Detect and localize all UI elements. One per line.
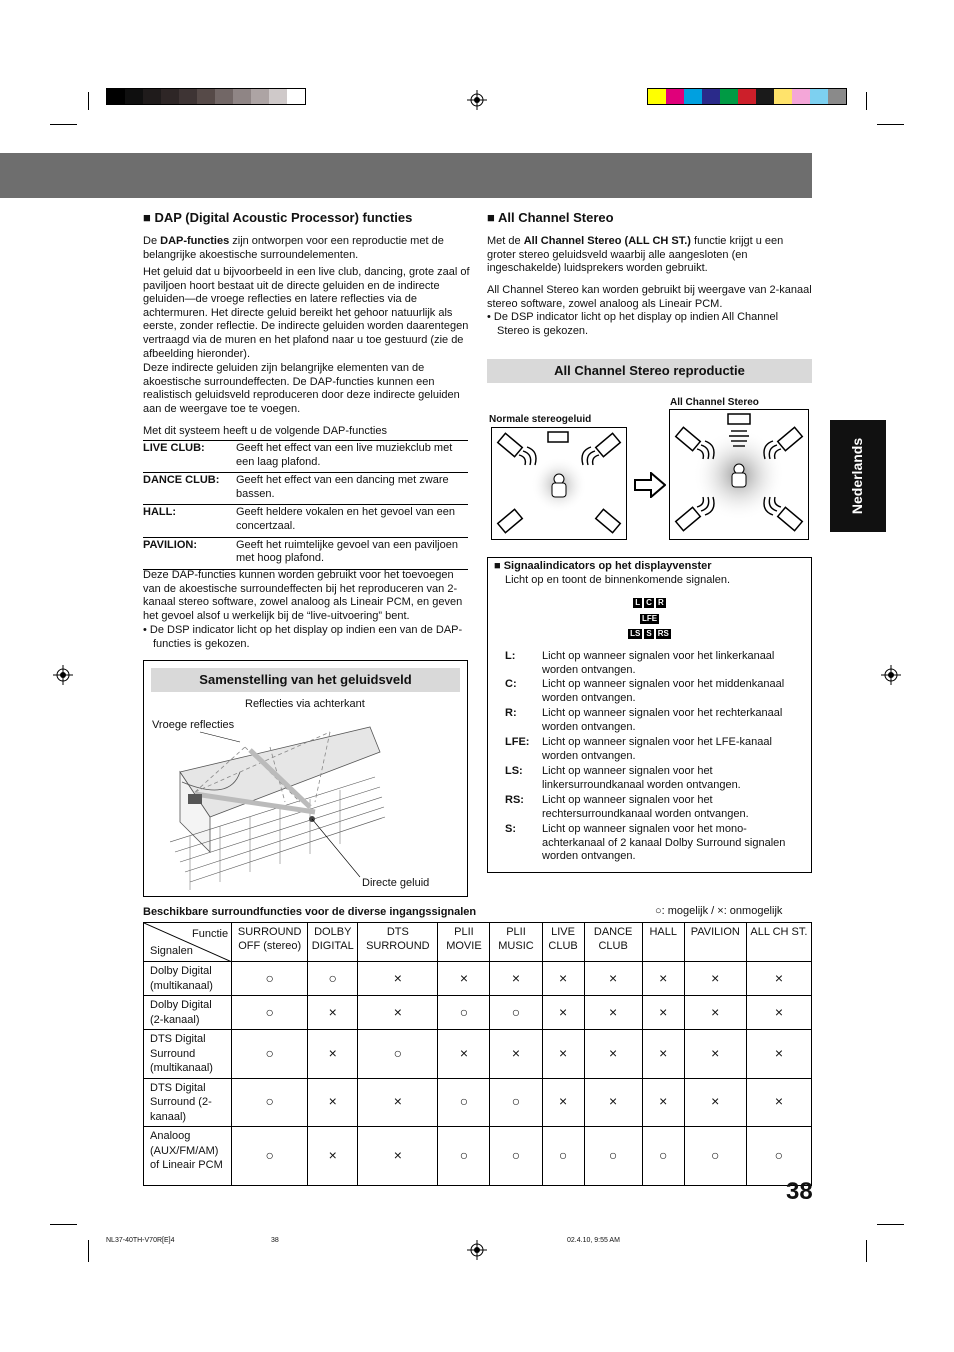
table-cell: × bbox=[684, 1030, 746, 1079]
crop-mark bbox=[877, 124, 904, 125]
table-cell: × bbox=[358, 996, 438, 1030]
table-cell: × bbox=[358, 1127, 438, 1186]
indicator-row-front bbox=[488, 596, 811, 610]
label-early-reflections: Vroege reflecties bbox=[152, 719, 235, 731]
signal-item bbox=[505, 678, 805, 705]
signal-indicators-box bbox=[487, 557, 812, 873]
indicator-l: L bbox=[635, 598, 641, 607]
calibration-swatch bbox=[269, 89, 287, 104]
crop-mark bbox=[50, 124, 77, 125]
calibration-swatch bbox=[792, 89, 810, 104]
table-cell: ○ bbox=[438, 1078, 490, 1127]
signal-item bbox=[505, 765, 805, 792]
crop-mark bbox=[866, 1240, 867, 1262]
table-cell: ○ bbox=[358, 1030, 438, 1079]
label-normal-stereo: Normale stereogeluid bbox=[489, 414, 592, 425]
table-cell: × bbox=[584, 962, 642, 996]
dap-intro: De DAP-functies zijn ontworpen voor een reproductie met de belangrijke akoestische surroundelementen. bbox=[143, 235, 444, 261]
dap-function-row bbox=[143, 504, 468, 536]
table-cell: × bbox=[490, 962, 542, 996]
indicator-row-lfe bbox=[488, 612, 811, 626]
dap-function-desc: Geeft het ruimtelijke gevoel van een paviljoen met hoog plafond. bbox=[236, 538, 458, 565]
calibration-swatch bbox=[720, 89, 738, 104]
signals-subheading: Licht op en toont de binnenkomende signalen. bbox=[505, 574, 731, 586]
table-header-row bbox=[144, 923, 812, 962]
crop-mark bbox=[50, 1224, 77, 1225]
calibration-swatch bbox=[197, 89, 215, 104]
calibration-swatch bbox=[233, 89, 251, 104]
table-column-header: DTS SURROUND bbox=[358, 923, 438, 962]
table-cell: × bbox=[642, 1030, 684, 1079]
calibration-swatch bbox=[143, 89, 161, 104]
signal-key: C: bbox=[505, 678, 517, 690]
table-row-label: DTS Digital Surround (2-kanaal) bbox=[144, 1078, 232, 1127]
label-all-channel-stereo: All Channel Stereo bbox=[670, 397, 759, 408]
dap-function-desc: Geeft het effect van een live muziekclub met een laag plafond. bbox=[236, 442, 453, 468]
table-row-label: DTS Digital Surround (multikanaal) bbox=[144, 1030, 232, 1079]
table-row-label: Dolby Digital (2-kanaal) bbox=[144, 996, 232, 1030]
acs-paragraph-1: Met de All Channel Stereo (ALL CH ST.) functie krijgt u een groter stereo geluidsveld waarbij alle aangesloten (en ingeschakelde) luidsprekers worden gebruikt. bbox=[487, 235, 784, 275]
signal-item bbox=[505, 736, 805, 763]
dap-function-list bbox=[143, 440, 468, 570]
table-cell: × bbox=[684, 996, 746, 1030]
table-column-header: ALL CH ST. bbox=[746, 923, 811, 962]
calibration-swatch bbox=[774, 89, 792, 104]
dap-function-row bbox=[143, 472, 468, 504]
calibration-swatch bbox=[756, 89, 774, 104]
table-column-header: DOLBY DIGITAL bbox=[308, 923, 358, 962]
signal-key: LFE: bbox=[505, 736, 530, 748]
crop-mark bbox=[88, 92, 89, 110]
table-column-header: PLII MUSIC bbox=[490, 923, 542, 962]
acs-repro-title: All Channel Stereo reproductie bbox=[487, 359, 812, 383]
calibration-swatch bbox=[215, 89, 233, 104]
grayscale-calibration-bar bbox=[106, 88, 306, 105]
corner-signalen: Signalen bbox=[150, 944, 193, 957]
table-cell: × bbox=[684, 1078, 746, 1127]
registration-mark-icon bbox=[467, 1240, 487, 1260]
acs-paragraph-2: All Channel Stereo kan worden gebruikt bij weergave van 2-kanaal stereo software, zowel analoog als Lineair PCM. bbox=[487, 284, 812, 310]
concert-hall-illustration bbox=[170, 722, 395, 892]
signal-desc: Licht op wanneer signalen voor het linkersurroundkanaal worden ontvangen. bbox=[542, 765, 741, 791]
table-cell: ○ bbox=[438, 996, 490, 1030]
registration-mark-icon bbox=[53, 665, 73, 685]
language-tab bbox=[830, 420, 886, 532]
dap-list-intro: Met dit systeem heeft u de volgende DAP-functies bbox=[143, 425, 387, 437]
arrow-right-icon bbox=[634, 472, 666, 498]
label-reflections-back: Reflecties via achterkant bbox=[245, 698, 365, 710]
signal-desc: Licht op wanneer signalen voor het linkerkanaal worden ontvangen. bbox=[542, 650, 775, 676]
dap-paragraph-3: Deze indirecte geluiden zijn belangrijke elementen van de akoestische surroundeffecten. De DAP-functies kunnen een realistisch geluidsveld reproduceren door deze indirecte geluiden aan de weergave toe te voegen. bbox=[143, 362, 460, 415]
registration-mark-icon bbox=[467, 90, 487, 110]
table-cell: ○ bbox=[584, 1127, 642, 1186]
registration-mark-icon bbox=[881, 665, 901, 685]
signal-key: S: bbox=[505, 823, 516, 835]
table-title: Beschikbare surroundfuncties voor de diverse ingangssignalen bbox=[143, 906, 477, 918]
table-cell: × bbox=[746, 962, 811, 996]
signal-desc: Licht op wanneer signalen voor het rechtersurroundkanaal worden ontvangen. bbox=[542, 794, 749, 820]
table-cell: × bbox=[746, 1078, 811, 1127]
table-cell: ○ bbox=[232, 962, 308, 996]
dap-heading: ■ DAP (Digital Acoustic Processor) functies bbox=[143, 210, 413, 225]
table-row bbox=[144, 1078, 812, 1127]
table-cell: × bbox=[542, 996, 584, 1030]
crop-mark bbox=[877, 1224, 904, 1225]
table-cell: × bbox=[584, 996, 642, 1030]
table-cell: × bbox=[542, 1030, 584, 1079]
indicator-rs: RS bbox=[657, 629, 669, 638]
table-cell: ○ bbox=[746, 1127, 811, 1186]
all-channel-stereo-diagram bbox=[669, 409, 809, 540]
table-column-header: DANCE CLUB bbox=[584, 923, 642, 962]
dap-paragraph-4: Deze DAP-functies kunnen worden gebruikt voor het toevoegen van de akoestische surroundeffecten bij het reproduceren van 2-kanaal stereo software, zowel analoog als Lineair PCM, en geven het gevoel alsof u werkelijk bij de “live-uitvoering” bent. bbox=[143, 569, 463, 622]
signal-desc: Licht op wanneer signalen voor het rechterkanaal worden ontvangen. bbox=[542, 707, 783, 733]
table-cell: ○ bbox=[232, 996, 308, 1030]
table-cell: × bbox=[542, 1078, 584, 1127]
table-cell: × bbox=[308, 1078, 358, 1127]
table-cell: ○ bbox=[232, 1030, 308, 1079]
table-cell: × bbox=[438, 962, 490, 996]
indicator-lfe: LFE bbox=[641, 614, 658, 623]
signal-item bbox=[505, 823, 805, 864]
table-cell: × bbox=[358, 1078, 438, 1127]
table-cell: × bbox=[584, 1078, 642, 1127]
indicator-ls: LS bbox=[630, 629, 641, 638]
table-cell: × bbox=[584, 1030, 642, 1079]
table-cell: ○ bbox=[684, 1127, 746, 1186]
signal-key: LS: bbox=[505, 765, 523, 777]
dap-function-name: LIVE CLUB: bbox=[143, 442, 205, 454]
table-row-label: Dolby Digital (multikanaal) bbox=[144, 962, 232, 996]
table-cell: ○ bbox=[438, 1127, 490, 1186]
footer-timestamp: 02.4.10, 9:55 AM bbox=[567, 1237, 620, 1244]
calibration-swatch bbox=[287, 89, 305, 104]
table-cell: × bbox=[490, 1030, 542, 1079]
calibration-swatch bbox=[161, 89, 179, 104]
calibration-swatch bbox=[125, 89, 143, 104]
calibration-swatch bbox=[251, 89, 269, 104]
calibration-swatch bbox=[666, 89, 684, 104]
signal-key: RS: bbox=[505, 794, 524, 806]
calibration-swatch bbox=[702, 89, 720, 104]
table-cell: × bbox=[642, 996, 684, 1030]
indicator-row-surround bbox=[488, 627, 811, 641]
table-cell: × bbox=[542, 962, 584, 996]
table-column-header: HALL bbox=[642, 923, 684, 962]
table-cell: × bbox=[308, 996, 358, 1030]
acs-heading: ■ All Channel Stereo bbox=[487, 210, 614, 225]
language-tab-label: Nederlands bbox=[849, 437, 866, 515]
table-cell: × bbox=[746, 1030, 811, 1079]
table-cell: ○ bbox=[490, 996, 542, 1030]
dap-function-desc: Geeft heldere vokalen en het gevoel van een concertzaal. bbox=[236, 506, 455, 532]
table-column-header: PAVILION bbox=[684, 923, 746, 962]
crop-mark bbox=[88, 1240, 89, 1262]
indicator-c: C bbox=[646, 598, 652, 607]
dap-function-name: DANCE CLUB: bbox=[143, 474, 220, 487]
table-row bbox=[144, 962, 812, 996]
dap-function-name: PAVILION: bbox=[143, 538, 197, 551]
dap-function-name: HALL: bbox=[143, 506, 176, 519]
table-cell: ○ bbox=[490, 1078, 542, 1127]
table-cell: × bbox=[308, 1030, 358, 1079]
table-column-header: SURROUND OFF (stereo) bbox=[232, 923, 308, 962]
table-cell: × bbox=[308, 1127, 358, 1186]
calibration-swatch bbox=[828, 89, 846, 104]
table-cell: × bbox=[684, 962, 746, 996]
signal-item bbox=[505, 650, 805, 677]
calibration-swatch bbox=[738, 89, 756, 104]
dap-bullet: • De DSP indicator licht op het display op indien een van de DAP-functies is gekozen. bbox=[143, 624, 463, 650]
label-direct-sound: Directe geluid bbox=[362, 877, 430, 889]
calibration-swatch bbox=[648, 89, 666, 104]
signals-heading: ■ Signaalindicators op het displayvenster bbox=[494, 560, 712, 572]
table-cell: × bbox=[358, 962, 438, 996]
soundfield-title: Samenstelling van het geluidsveld bbox=[151, 668, 460, 692]
dap-function-row bbox=[143, 440, 468, 472]
table-row bbox=[144, 996, 812, 1030]
table-cell: × bbox=[642, 962, 684, 996]
crop-mark bbox=[866, 92, 867, 110]
table-cell: × bbox=[746, 996, 811, 1030]
corner-functie: Functie bbox=[192, 928, 229, 940]
footer-page: 38 bbox=[271, 1237, 279, 1244]
calibration-swatch bbox=[107, 89, 125, 104]
table-cell: ○ bbox=[642, 1127, 684, 1186]
table-cell: ○ bbox=[308, 962, 358, 996]
signal-desc: Licht op wanneer signalen voor het middenkanaal worden ontvangen. bbox=[542, 678, 785, 704]
table-cell: × bbox=[642, 1078, 684, 1127]
table-column-header: PLII MOVIE bbox=[438, 923, 490, 962]
table-cell: ○ bbox=[232, 1078, 308, 1127]
signal-key: R: bbox=[505, 707, 517, 719]
table-row bbox=[144, 1127, 812, 1186]
dap-function-row bbox=[143, 537, 468, 570]
calibration-swatch bbox=[810, 89, 828, 104]
color-calibration-bar bbox=[647, 88, 847, 105]
signal-item bbox=[505, 794, 805, 821]
indicator-r: R bbox=[657, 598, 664, 607]
dap-paragraph-2: Het geluid dat u bijvoorbeeld in een live club, dancing, grote zaal of paviljoen hoort bestaat uit de directe geluiden en de indirecte geluiden—de vroege reflecties en latere reflecties via de achtermuren. Het directe geluid bereikt het gehoor natuurlijk als eerste, zonder reflectie. De indirecte geluiden worden daarentegen vertraagd via de muren en het plafond naar u toe gestuurd (zie de afbeelding hieronder). bbox=[143, 266, 470, 360]
table-body bbox=[144, 962, 812, 1186]
table-cell: × bbox=[438, 1030, 490, 1079]
table-row bbox=[144, 1030, 812, 1079]
footer-file: NL37-40TH-V70R[E]4 bbox=[106, 1237, 175, 1244]
table-legend: ○: mogelijk / ×: onmogelijk bbox=[655, 905, 783, 917]
table-row-label: Analoog (AUX/FM/AM) of Lineair PCM bbox=[144, 1127, 232, 1186]
acs-bullet: • De DSP indicator licht op het display op indien All Channel Stereo is gekozen. bbox=[487, 311, 779, 337]
table-cell: ○ bbox=[542, 1127, 584, 1186]
header-band bbox=[0, 153, 812, 198]
calibration-swatch bbox=[179, 89, 197, 104]
surround-function-table bbox=[143, 922, 812, 1186]
calibration-swatch bbox=[684, 89, 702, 104]
signal-item bbox=[505, 707, 805, 734]
indicator-s: S bbox=[646, 629, 652, 638]
table-corner-cell bbox=[144, 923, 232, 962]
table-column-header: LIVE CLUB bbox=[542, 923, 584, 962]
signal-desc: Licht op wanneer signalen voor het LFE-kanaal worden ontvangen. bbox=[542, 736, 772, 762]
dap-function-desc: Geeft het effect van een dancing met zware bassen. bbox=[236, 474, 449, 500]
page-number: 38 bbox=[786, 1178, 813, 1205]
signal-desc: Licht op wanneer signalen voor het mono-achterkanaal of 2 kanaal Dolby Surround signalen worden ontvangen. bbox=[542, 823, 786, 863]
table-cell: ○ bbox=[232, 1127, 308, 1186]
signal-key: L: bbox=[505, 650, 516, 662]
table-cell: ○ bbox=[490, 1127, 542, 1186]
normal-stereo-diagram bbox=[491, 427, 627, 540]
